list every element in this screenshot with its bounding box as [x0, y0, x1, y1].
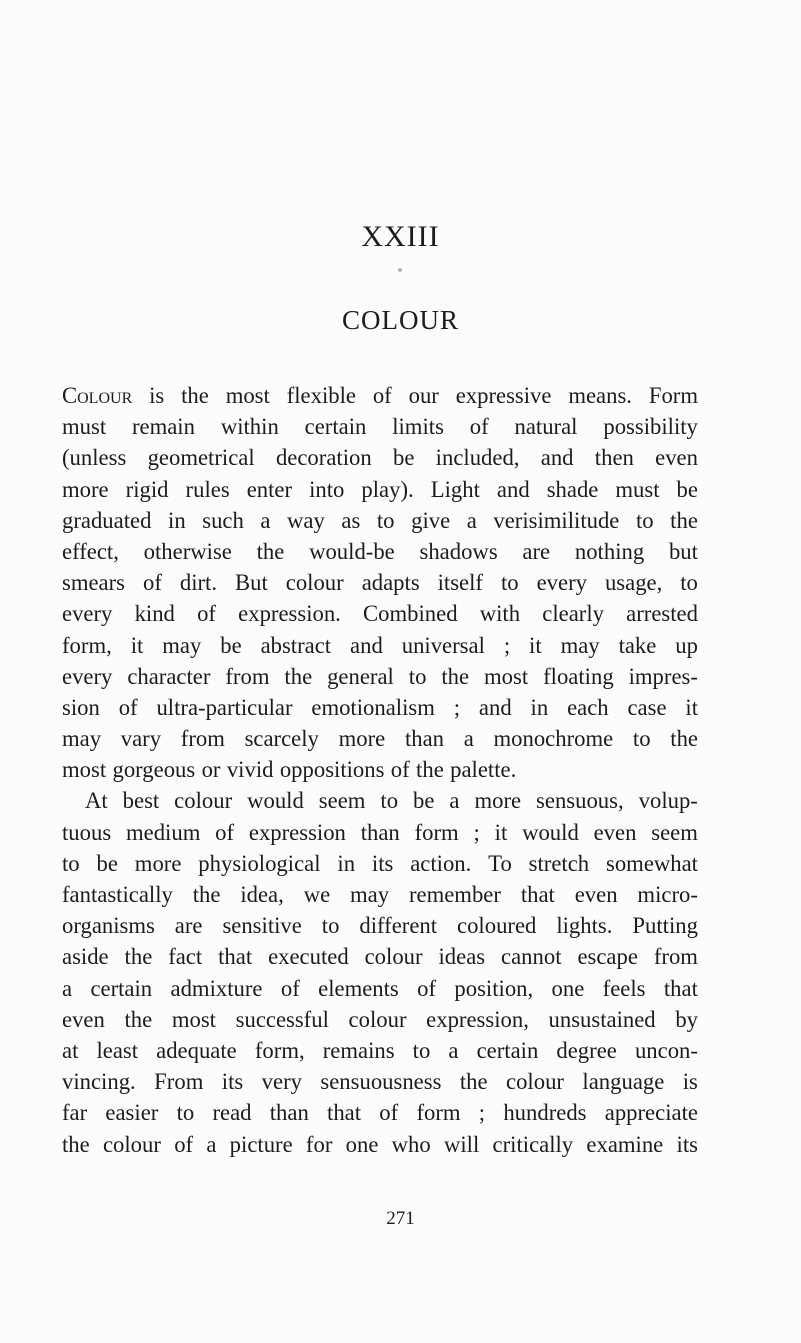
word: itself [437, 570, 483, 596]
word: would [522, 819, 579, 845]
word: usage, [604, 570, 663, 596]
word: the [124, 944, 153, 970]
word: but [668, 538, 698, 564]
word: a [62, 975, 73, 1001]
word: and [350, 632, 383, 658]
word: one [551, 975, 585, 1001]
word: shade [546, 476, 599, 502]
word: uncon- [634, 1037, 698, 1063]
word: picture [229, 1131, 293, 1157]
text-line [62, 474, 698, 505]
word: colour [174, 788, 233, 814]
word: would [247, 788, 304, 814]
word: must [615, 476, 660, 502]
word: medium [125, 819, 201, 845]
text-line [62, 661, 698, 692]
text-line [62, 941, 698, 972]
word: by [675, 1006, 698, 1032]
word: a [449, 788, 460, 814]
text-line [62, 723, 698, 754]
word: impres- [628, 663, 698, 689]
word: then [594, 445, 634, 471]
word: enter [246, 476, 293, 502]
word: action. [410, 850, 472, 876]
word: kind [134, 601, 175, 627]
word: ; [473, 819, 480, 845]
word: that [327, 1100, 362, 1126]
word: the [256, 538, 285, 564]
word: the [181, 383, 209, 408]
word: nothing [574, 538, 645, 564]
text-line [62, 879, 698, 910]
word: a [466, 507, 477, 533]
word: unsustained [548, 1006, 656, 1032]
word: Putting [632, 913, 698, 939]
word: such [202, 507, 244, 533]
word: seem [318, 788, 366, 814]
word: least [96, 1037, 139, 1063]
word: stretch [528, 850, 590, 876]
word: otherwise [143, 538, 232, 564]
word: as [341, 507, 361, 533]
word: certain [90, 975, 153, 1001]
word: fact [168, 944, 203, 970]
word: examine [586, 1131, 664, 1157]
word: into [309, 476, 345, 502]
word: a [463, 726, 474, 752]
text-line [62, 1066, 698, 1097]
word: will [443, 1131, 480, 1157]
word: more [338, 726, 386, 752]
word: Light [430, 476, 480, 502]
word: possibility [603, 414, 698, 440]
word: included, [435, 445, 520, 471]
word: remember [408, 882, 501, 907]
word: physiological [198, 850, 321, 876]
chapter-number: XXIII [361, 220, 440, 253]
word: colour [348, 1006, 407, 1032]
word: from [653, 944, 698, 970]
word: vary [120, 726, 162, 752]
word: remain [131, 414, 195, 440]
word: of [469, 414, 489, 440]
word: in [168, 507, 186, 533]
word: up [675, 632, 698, 658]
word: most [171, 1006, 216, 1032]
word: language [582, 1069, 665, 1095]
word: to [62, 850, 80, 876]
word: of [142, 570, 162, 596]
word: the [670, 726, 698, 752]
word: at [62, 1037, 79, 1063]
word: be [676, 476, 698, 502]
word: verisimilitude [493, 507, 620, 533]
word: would-be [309, 538, 395, 564]
word: or [201, 757, 221, 783]
word: expression. [238, 601, 341, 627]
word: to [635, 507, 654, 533]
text-line [62, 442, 698, 473]
word: rigid [125, 476, 169, 502]
word: form, [62, 632, 112, 658]
text-line [62, 1035, 698, 1066]
word: oppositions [279, 757, 385, 783]
word: to [680, 570, 698, 596]
word: executed [268, 944, 349, 970]
word: to [380, 788, 399, 814]
word: form [416, 1100, 461, 1126]
word: certain [476, 1037, 539, 1063]
word: expression [248, 819, 346, 845]
word: ultra-particular [156, 694, 293, 720]
word: to [321, 913, 340, 939]
word: may [62, 726, 102, 752]
word: feels [602, 975, 646, 1001]
word: most [62, 757, 107, 783]
word: certain [304, 414, 367, 440]
word: and [540, 445, 574, 471]
word: most [225, 383, 270, 408]
drop-word-smallcaps: Colour [62, 383, 133, 408]
word: abstract [260, 632, 332, 658]
word: monochrome [493, 726, 614, 752]
text-line [62, 505, 698, 536]
word: somewhat [606, 850, 698, 876]
ornament-dot [398, 268, 402, 272]
word: But [235, 570, 268, 596]
word: smears [62, 570, 125, 596]
word: its [676, 1131, 698, 1157]
word: case [627, 694, 667, 720]
text-line [62, 973, 698, 1004]
word: At [85, 788, 108, 814]
word: character [127, 663, 211, 689]
word: hundreds [503, 1100, 587, 1126]
word: it [494, 819, 508, 845]
word: our [408, 383, 439, 408]
word: in [530, 694, 549, 720]
word: must [62, 414, 107, 440]
word: best [122, 788, 160, 814]
word: of [118, 694, 138, 720]
word: critically [492, 1131, 574, 1157]
word: elements [318, 975, 399, 1001]
word: colour [364, 944, 423, 970]
word: colour [506, 1069, 564, 1095]
word: of [390, 757, 410, 783]
word: even [655, 445, 698, 471]
word: degree [556, 1037, 617, 1063]
word: the [284, 663, 313, 689]
text-line [62, 785, 698, 816]
word: ; [478, 1100, 486, 1126]
word: colour [102, 1131, 161, 1157]
word: adequate [156, 1037, 237, 1063]
word: universal [401, 632, 485, 658]
text-line [62, 817, 698, 848]
word: every [62, 663, 113, 689]
word: tuous [62, 819, 112, 845]
word: a [448, 1037, 459, 1063]
word: of [379, 1100, 399, 1126]
word: geometrical [147, 445, 255, 471]
word: seem [651, 819, 698, 845]
word: from [225, 663, 270, 689]
word: expressive [455, 383, 552, 408]
word: more [474, 788, 522, 814]
word: sensuous, [536, 788, 624, 814]
word: than [404, 726, 444, 752]
word: very [261, 1069, 302, 1095]
word: for [305, 1131, 333, 1157]
word: way [287, 507, 325, 533]
word: be [392, 445, 415, 471]
text-line [62, 536, 698, 567]
word: aside [62, 944, 109, 970]
text-line [62, 692, 698, 723]
word: every [536, 570, 587, 596]
word: micro- [637, 882, 698, 907]
word: even [62, 1006, 105, 1032]
word: we [303, 882, 331, 907]
word: one [345, 1131, 379, 1157]
word: a [206, 1131, 217, 1157]
word: Combined [363, 601, 458, 627]
word: general [327, 663, 394, 689]
word: flexible [286, 383, 356, 408]
word: of [372, 383, 392, 408]
word: is [149, 383, 165, 408]
word: than [360, 819, 400, 845]
word: sion [62, 694, 100, 720]
word: expression, [426, 1006, 529, 1032]
word: the [459, 1069, 488, 1095]
word: may [350, 882, 390, 907]
word: and [496, 476, 530, 502]
word: adapts [361, 570, 420, 596]
text-line [62, 1097, 698, 1128]
word: clearly [542, 601, 604, 627]
word: the [124, 1006, 153, 1032]
word: natural [514, 414, 578, 440]
text-line [62, 567, 698, 598]
word: ideas [438, 944, 486, 970]
word: different [359, 913, 438, 939]
text-line [62, 754, 698, 785]
word: volup- [638, 788, 698, 814]
word: to [632, 726, 651, 752]
word: may [560, 632, 600, 658]
word: to [412, 1037, 431, 1063]
word: the [192, 882, 221, 907]
word: gorgeous [112, 757, 196, 783]
word: to [176, 1100, 195, 1126]
word: that [520, 882, 555, 907]
word: graduated [62, 507, 152, 533]
word: play). [361, 476, 414, 502]
word: floating [543, 663, 614, 689]
word: of [417, 975, 437, 1001]
word: appreciate [604, 1100, 698, 1126]
word: escape [577, 944, 638, 970]
word: scarcely [244, 726, 319, 752]
word: are [522, 538, 551, 564]
word: idea, [240, 882, 284, 907]
word: rules [185, 476, 230, 502]
word: may [162, 632, 202, 658]
word: be [413, 788, 435, 814]
word: dirt. [179, 570, 218, 596]
text-line [62, 1004, 698, 1035]
word: be [220, 632, 242, 658]
word: (unless [62, 445, 127, 471]
word: decoration [275, 445, 372, 471]
text-line [62, 1129, 698, 1160]
word: emotionalism [311, 694, 435, 720]
word: of [197, 601, 216, 627]
word: arrested [626, 601, 698, 627]
word: form [414, 819, 459, 845]
word: position, [454, 975, 534, 1001]
text-line [62, 848, 698, 879]
word: even [574, 882, 618, 907]
word: to [408, 663, 427, 689]
word: its [221, 1069, 244, 1095]
text-line [62, 598, 698, 629]
word: fantastically [62, 882, 173, 907]
word: organisms [62, 913, 155, 939]
word: ; [453, 694, 461, 720]
word: its [371, 850, 394, 876]
word: with [479, 601, 521, 627]
word: who [391, 1131, 431, 1157]
word: sensitive [222, 913, 302, 939]
word: limits [392, 414, 444, 440]
word: the [62, 1131, 90, 1157]
word: that [218, 944, 253, 970]
word: From [154, 1069, 204, 1095]
word: sensuousness [320, 1069, 442, 1095]
page-number: 271 [386, 1208, 415, 1229]
word: far [62, 1100, 88, 1126]
word: give [411, 507, 451, 533]
word: the [441, 663, 470, 689]
word: even [593, 819, 637, 845]
word: ; [503, 632, 511, 658]
word: more [134, 850, 182, 876]
word: shadows [419, 538, 498, 564]
word: easier [105, 1100, 159, 1126]
word: in [337, 850, 356, 876]
word: effect, [62, 538, 119, 564]
word: coloured [457, 913, 537, 939]
word: that [663, 975, 698, 1001]
word: of [280, 975, 300, 1001]
word: of [215, 819, 235, 845]
word: within [220, 414, 279, 440]
word: read [212, 1100, 252, 1126]
word: of [174, 1131, 194, 1157]
word: each [567, 694, 609, 720]
word: and [478, 694, 512, 720]
word: it [529, 632, 542, 658]
word: most [484, 663, 529, 689]
text-line [62, 630, 698, 661]
word: form, [254, 1037, 305, 1063]
word: the [670, 507, 698, 533]
word: means. [568, 383, 632, 408]
word: take [618, 632, 657, 658]
word: lights. [556, 913, 613, 939]
word: remains [322, 1037, 395, 1063]
word: admixture [170, 975, 263, 1001]
word: be [96, 850, 118, 876]
chapter-title: COLOUR [341, 305, 459, 335]
word: to [376, 507, 395, 533]
word: colour [285, 570, 344, 596]
word: Form [648, 383, 698, 408]
text-line [62, 380, 698, 411]
text-line [62, 910, 698, 941]
word: cannot [501, 944, 562, 970]
word: are [174, 913, 203, 939]
word: from [180, 726, 225, 752]
word: a [260, 507, 271, 533]
word: it [130, 632, 144, 658]
word: is [682, 1069, 698, 1095]
word: every [62, 601, 113, 627]
word: to [500, 570, 519, 596]
word: successful [235, 1006, 329, 1032]
word: vincing. [62, 1069, 136, 1095]
text-line [62, 411, 698, 442]
word: vivid [226, 757, 274, 783]
word: more [62, 476, 109, 502]
word: palette. [450, 757, 517, 783]
word: To [488, 850, 512, 876]
word: it [685, 694, 698, 720]
word: the [416, 757, 444, 783]
word: than [269, 1100, 309, 1126]
body-text [62, 380, 698, 1160]
